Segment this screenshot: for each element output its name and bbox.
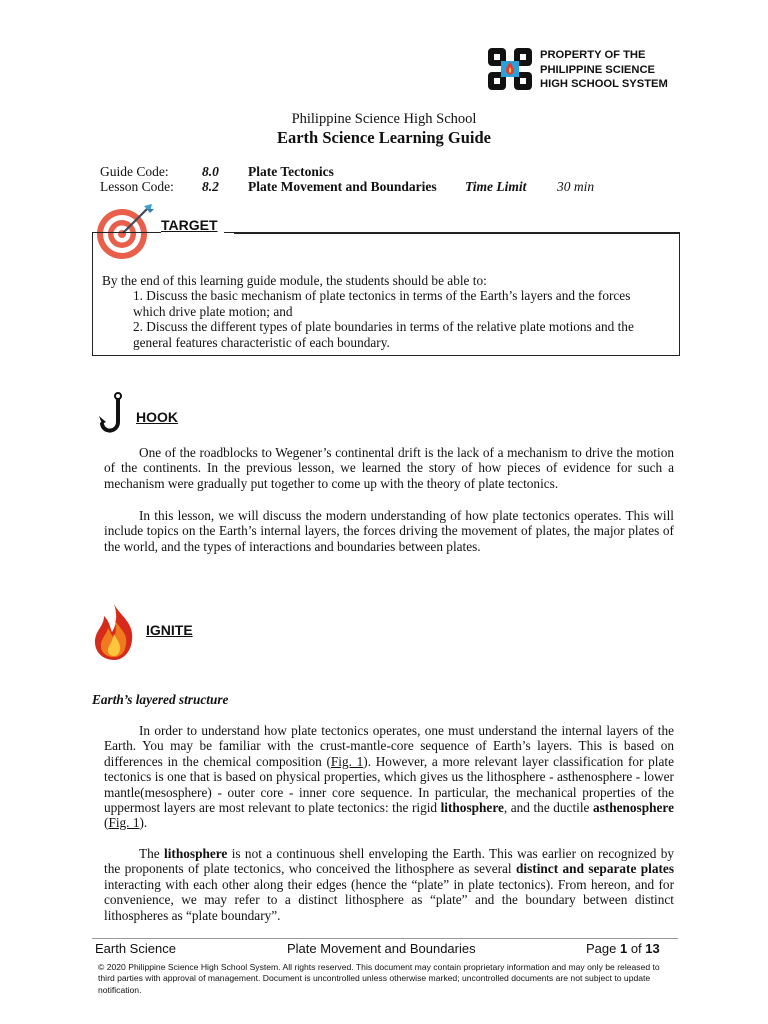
ignite-subheading: Earth’s layered structure (92, 692, 229, 707)
ignite-p2-text-b: is not a continuous shell enveloping the Earth. This was earlier on recognized by the proponents of plate tectonics, who conceived the lithosphere as several (104, 846, 675, 877)
time-limit-label: Time Limit (465, 179, 527, 194)
page-prefix: Page (586, 941, 620, 956)
ignite-p1-bold-asthenosphere: asthenosphere (592, 800, 674, 816)
page-total: 13 (645, 941, 660, 956)
fig-1-link[interactable]: Fig. 1 (330, 753, 364, 769)
lesson-code-label: Lesson Code: (100, 179, 174, 194)
hook-title: HOOK (136, 409, 178, 425)
ignite-p2-text-a: The (139, 846, 165, 861)
logo-line-3: HIGH SCHOOL SYSTEM (540, 78, 668, 90)
ignite-p1-text-a: In order to understand how plate tectonics operates, one must understand the internal layers of the Earth. You may be familiar with the crust-mantle-core sequence of Earth’s layers. This is based on differences in the chemical composition ( (104, 723, 674, 769)
target-item-1-line-2: which drive plate motion; and (133, 303, 293, 319)
page-of: of (627, 941, 646, 956)
guide-code-number: 8.0 (202, 164, 219, 179)
ignite-p2-text-c: interacting with each other along their edges (hence the “plate” in plate tectonics). From hereon, and for convenience, we may refer to a distinct lithosphere as “plate” and the boundary between distinct lithospheres as “plate boundary”. (104, 876, 674, 923)
ignite-paragraph-1 (104, 723, 674, 831)
footer-lesson-title: Plate Movement and Boundaries (287, 941, 476, 956)
footer-subject: Earth Science (95, 941, 176, 956)
ignite-p2-bold-lithosphere: lithosphere (164, 846, 228, 861)
target-title: TARGET (161, 217, 224, 233)
target-rule (234, 233, 680, 234)
lesson-code-number: 8.2 (202, 179, 219, 194)
ignite-paragraph-2 (104, 846, 674, 923)
lesson-topic: Plate Movement and Boundaries (248, 179, 437, 194)
ignite-p2-bold-plates: distinct and separate plates (516, 861, 674, 877)
page-current: 1 (619, 941, 628, 956)
footer-rule (92, 938, 678, 939)
fish-hook-icon (98, 392, 132, 438)
target-item-1-line-1: 1. Discuss the basic mechanism of plate tectonics in terms of the Earth’s layers and the forces (133, 288, 631, 304)
logo-line-2: PHILIPPINE SCIENCE (540, 63, 656, 76)
target-objectives (102, 273, 672, 350)
pshs-emblem-icon (486, 46, 534, 92)
target-item-2-line-1: 2. Discuss the different types of plate boundaries in terms of the relative plate motions and the (133, 319, 634, 335)
ignite-p1-text-e: ). (139, 815, 148, 831)
logo-line-1: PROPERTY OF THE (540, 49, 646, 61)
target-item-2-line-2: general features characteristic of each boundary. (133, 334, 390, 350)
logo-text (540, 48, 680, 92)
footer-page-number (586, 941, 660, 956)
hook-paragraph-2: In this lesson, we will discuss the modern understanding of how plate tectonics operates. This will include topics on the Earth’s internal layers, the forces driving the movement of plates, the major plates of the world, and the types of interactions and boundaries between plates. (104, 508, 674, 554)
hook-paragraph-1: One of the roadblocks to Wegener’s continental drift is the lack of a mechanism to drive the motion of the continents. In the previous lesson, we learned the story of how pieces of evidence for such a mechanism were gradually put together to come up with the theory of plate tectonics. (104, 445, 674, 491)
flame-icon (90, 602, 138, 662)
ignite-title: IGNITE (146, 622, 193, 638)
ignite-p1-text-c: , and the ductile (503, 800, 593, 816)
guide-code-label: Guide Code: (100, 164, 169, 179)
school-name: Philippine Science High School (291, 111, 477, 127)
fig-1-link-2[interactable]: Fig. 1 (108, 815, 140, 831)
ignite-p1-text-d: ( (104, 815, 109, 831)
pshs-logo (486, 44, 678, 94)
time-limit-value: 30 min (557, 179, 595, 194)
ignite-p1-text-b: ). However, a more relevant layer classification for plate tectonics is one that is based on physical properties, which gives us the lithosphere - asthenosphere - lower mantle(mesosphere) - outer core - inner core sequence. In particular, the mechanical properties of the uppermost layers are most relevant to plate tectonics: the rigid (104, 753, 674, 816)
ignite-p1-bold-lithosphere: lithosphere (440, 800, 504, 816)
guide-topic: Plate Tectonics (248, 164, 334, 179)
guide-title: Earth Science Learning Guide (276, 128, 492, 147)
footer-legal-notice: © 2020 Philippine Science High School System. All rights reserved. This document may contain proprietary information and may only be released to third parties with approval of management. Document is uncontrolled unless otherwise marked; uncontrolled documents are not subject to update notification. (98, 962, 660, 995)
target-intro: By the end of this learning guide module, the students should be able to: (102, 273, 487, 288)
